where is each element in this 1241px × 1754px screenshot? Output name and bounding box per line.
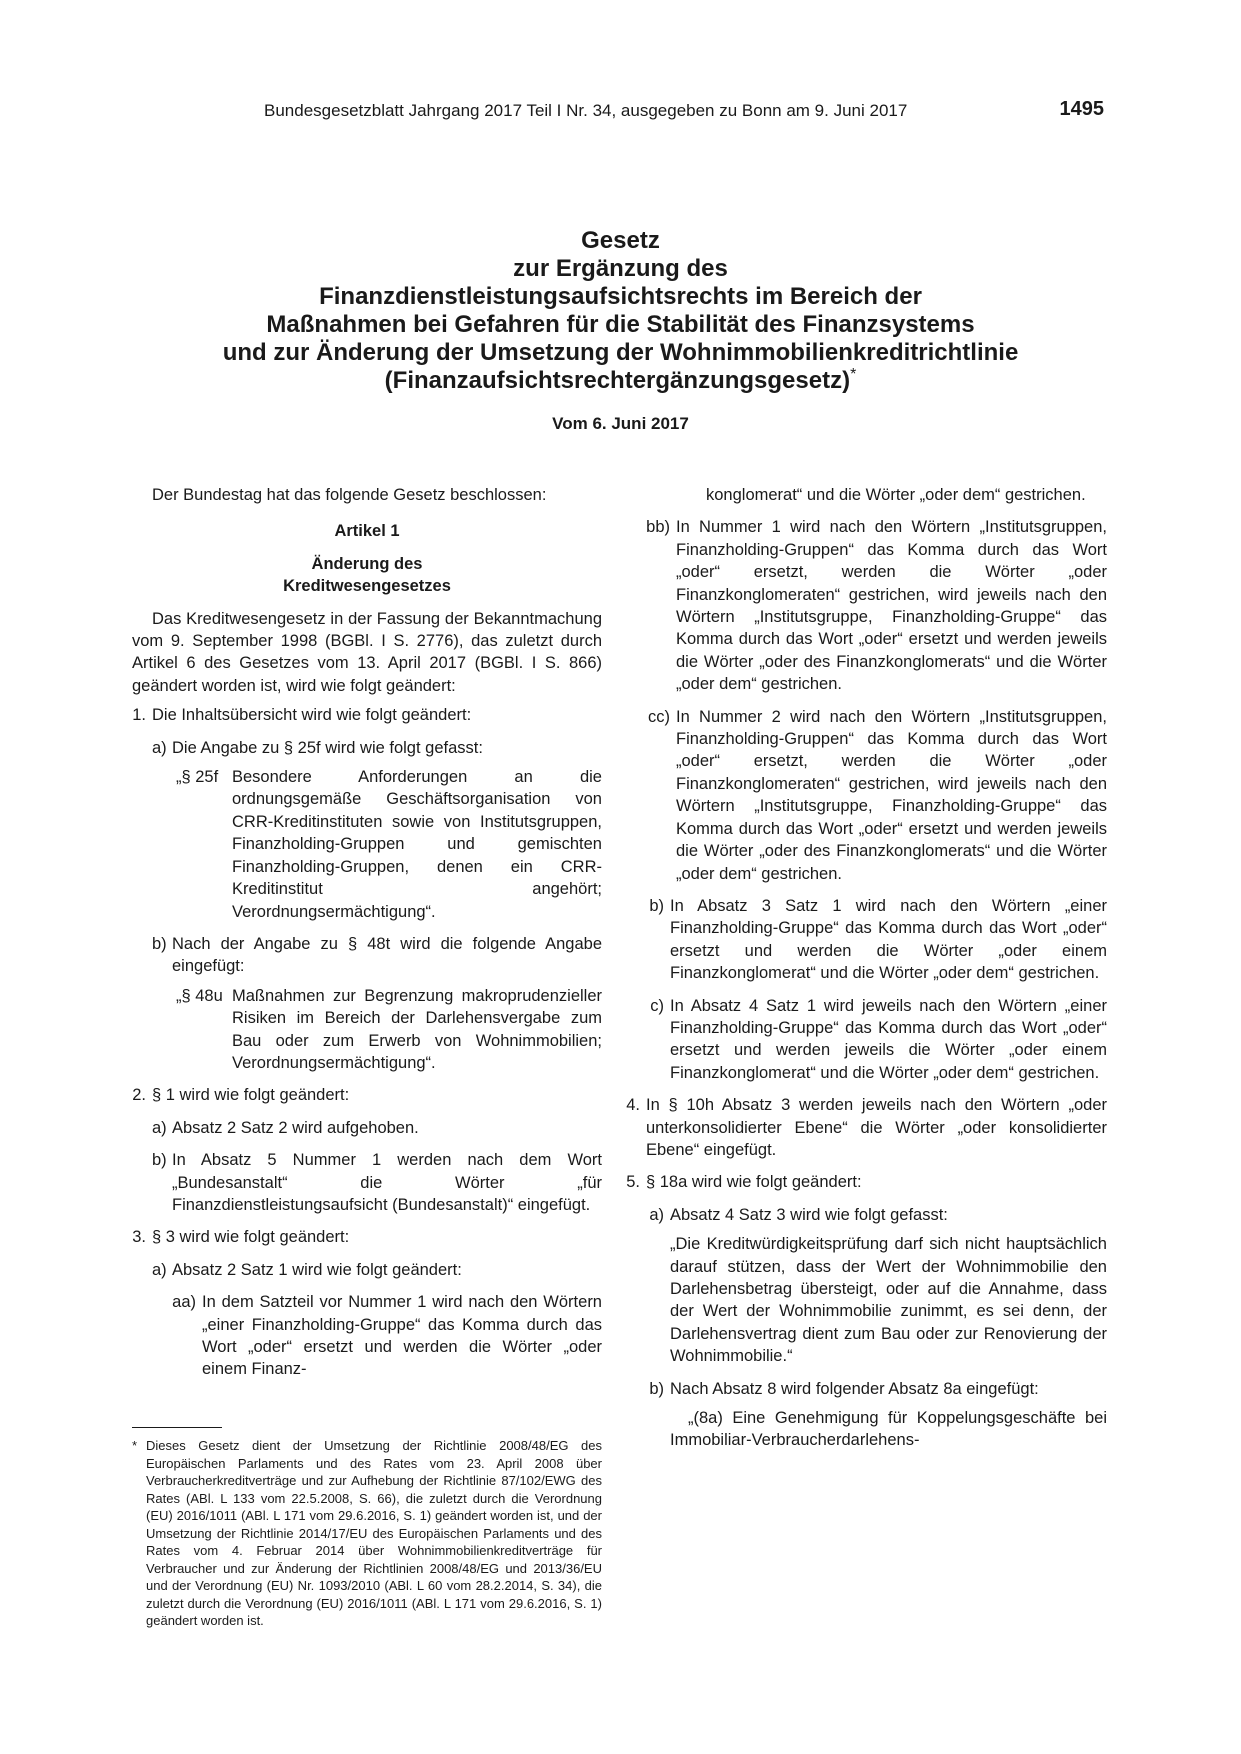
list-item <box>132 1084 602 1106</box>
title-line: zur Ergänzung des <box>513 255 728 282</box>
item-number: b) <box>649 896 664 915</box>
item-number: b) <box>152 1151 167 1170</box>
footnote-mark: * <box>132 1438 138 1453</box>
header-text: Bundesgesetzblatt Jahrgang 2017 Teil I Nr. 34, ausgegeben zu Bonn am 9. Juni 2017 <box>264 101 908 120</box>
item-number: 5. <box>626 1173 640 1192</box>
intro-sentence: Der Bundestag hat das folgende Gesetz beschlossen: <box>152 486 547 504</box>
item-number: a) <box>649 1205 664 1224</box>
title-line: Maßnahmen bei Gefahren für die Stabilität des Finanzsystems <box>266 311 975 338</box>
item-text: In Nummer 2 wird nach den Wörtern „Institutsgruppen, Finanzholding-Gruppen“ das Komma durch das Wort „oder“ ersetzt, werden die Wörter „oder Finanzkonglomeraten“ gestrichen, wird jeweils nach den Wörtern „Institutsgruppe, Finanzholding-Gruppe“ das Komma durch das Wort „oder“ ersetzt und werden jeweils die Wörter „oder des Finanzkonglomerats“ und die Wörter „oder dem“ gestrichen. <box>676 707 1107 883</box>
list-item <box>132 737 602 759</box>
title-line: Gesetz <box>581 227 660 254</box>
page-header <box>264 100 1104 124</box>
item-text: Absatz 4 Satz 3 wird wie folgt gefasst: <box>670 1205 948 1224</box>
quote-block <box>642 1407 1107 1452</box>
footnote-divider <box>132 1427 222 1428</box>
item-number: 1. <box>132 706 146 725</box>
list-item <box>132 1149 602 1216</box>
list-item <box>622 1171 1107 1193</box>
item-text: In Absatz 4 Satz 1 wird jeweils nach den Wörtern „einer Finanzholding-Gruppe“ das Komma durch das Wort „oder“ ersetzt und werden jeweils die Wörter „oder einem Finanzkonglomerat“ und die Wörter „oder dem“ gestrichen. <box>670 996 1107 1082</box>
footnote <box>132 1437 602 1630</box>
quote-text: „Die Kreditwürdigkeitsprüfung darf sich nicht hauptsächlich darauf stützen, dass der Wert der Wohnimmobilie den Darlehensbetrag übersteigt, oder auf die Annahme, dass der Wert der Wohnimmobilie zunimmt, es sei denn, der Darlehensvertrag dient zum Bau oder zur Renovierung der Wohnimmobilie.“ <box>670 1235 1107 1366</box>
title-line: (Finanzaufsichtsrechtergänzungsgesetz) <box>384 367 851 394</box>
item-number: b) <box>649 1379 664 1398</box>
list-item <box>642 1204 1107 1226</box>
right-column <box>626 484 1107 1452</box>
list-item <box>132 704 602 726</box>
list-item <box>132 1117 602 1139</box>
item-text: In dem Satzteil vor Nummer 1 wird nach den Wörtern „einer Finanzholding-Gruppe“ das Komma durch das Wort „oder“ ersetzt und werden die Wörter „oder einem Finanz- <box>202 1293 602 1379</box>
item-number: c) <box>650 996 664 1015</box>
list-item <box>132 933 602 978</box>
item-text: § 3 wird wie folgt geändert: <box>152 1228 350 1247</box>
footnote-mark: * <box>850 366 857 383</box>
item-number: b) <box>152 934 167 953</box>
footnote-text: Dieses Gesetz dient der Umsetzung der Richtlinie 2008/48/EG des Europäischen Parlaments und des Rates vom 23. April 2008 über Verbraucherkreditverträge und zur Aufhebung der Richtlinie 87/102/EWG des Rates (ABl. L 133 vom 22.5.2008, S. 66), die zuletzt durch die Verordnung (EU) 2016/1011 (ABl. L 171 vom 29.6.2016, S. 1) geändert worden ist, und der Umsetzung der Richtlinie 2014/17/EU des Europäischen Parlaments und des Rates vom 4. Februar 2014 über Wohnimmobilienkreditverträge für Verbraucher und zur Änderung der Richtlinien 2008/48/EG und 2013/36/EU und der Verordnung (EU) Nr. 1093/2010 (ABl. L 60 vom 28.2.2014, S. 34), die zuletzt durch die Verordnung (EU) 2016/1011 (ABl. L 171 vom 29.6.2016, S. 1) geändert worden ist. <box>146 1438 602 1628</box>
item-number: a) <box>152 1260 167 1279</box>
quote-text: „(8a) Eine Genehmigung für Koppelungsgeschäfte bei Immobiliar-Verbraucherdarlehens- <box>670 1409 1107 1450</box>
item-number: aa) <box>172 1293 196 1312</box>
item-text: § 1 wird wie folgt geändert: <box>152 1086 350 1105</box>
item-number: bb) <box>646 518 670 537</box>
item-text: In Absatz 5 Nummer 1 werden nach dem Wort „Bundesanstalt“ die Wörter „für Finanzdienstleistungsaufsicht (Bundesanstalt)“ eingefügt. <box>172 1151 602 1214</box>
quote-text: Besondere Anforderungen an die ordnungsgemäße Geschäftsorganisation von CRR-Kreditinstituten sowie von Institutsgruppen, Finanzholding-Gruppen und gemischten Finanzholding-Gruppen, denen ein CRR-Kreditinstitut angehört; Verordnungsermächtigung“. <box>232 768 602 921</box>
list-item <box>642 895 1107 985</box>
item-text: Die Inhaltsübersicht wird wie folgt geändert: <box>152 706 472 725</box>
item-text: In Nummer 1 wird nach den Wörtern „Institutsgruppen, Finanzholding-Gruppen“ das Komma durch das Wort „oder“ ersetzt, werden die Wörter „oder Finanzkonglomeraten“ gestrichen, wird jeweils nach den Wörtern „Institutsgruppe, Finanzholding-Gruppe“ das Komma durch das Wort „oder“ ersetzt und werden jeweils die Wörter „oder des Finanzkonglomerats“ und die Wörter „oder dem“ gestrichen. <box>676 518 1107 694</box>
title-line: Finanzdienstleistungsaufsichtsrechts im Bereich der <box>319 283 922 310</box>
item-number: 2. <box>132 1086 146 1105</box>
article-preamble: Das Kreditwesengesetz in der Fassung der Bekanntmachung vom 9. September 1998 (BGBl. I S. 2776), das zuletzt durch Artikel 6 des Gesetzes vom 13. April 2017 (BGBl. I S. 866) geändert worden ist, wird wie folgt geändert: <box>132 609 602 695</box>
item-text: konglomerat“ und die Wörter „oder dem“ gestrichen. <box>706 486 1086 504</box>
item-text: In § 10h Absatz 3 werden jeweils nach den Wörtern „oder unterkonsolidierter Ebene“ die Wörter „oder konsolidierter Ebene“ eingefügt. <box>646 1096 1107 1159</box>
item-number: cc) <box>648 707 670 726</box>
item-text: Absatz 2 Satz 2 wird aufgehoben. <box>172 1118 419 1137</box>
item-text: Nach Absatz 8 wird folgender Absatz 8a eingefügt: <box>670 1379 1039 1398</box>
item-text: Die Angabe zu § 25f wird wie folgt gefasst: <box>172 738 483 757</box>
quote-text: Maßnahmen zur Begrenzung makroprudenzieller Risiken im Bereich der Darlehensvergabe zum Bau oder zum Erwerb von Wohnimmobilien; Verordnungsermächtigung“. <box>232 986 602 1072</box>
title-line-with-mark <box>130 367 1111 395</box>
item-number: a) <box>152 1118 167 1137</box>
list-item <box>132 1226 602 1248</box>
item-text: § 18a wird wie folgt geändert: <box>646 1173 862 1192</box>
list-item <box>642 706 1107 885</box>
law-date: Vom 6. Juni 2017 <box>552 414 689 433</box>
quote-block <box>642 1233 1107 1367</box>
page-number: 1495 <box>1059 98 1104 120</box>
list-item <box>642 995 1107 1085</box>
article-title: Änderung des <box>311 554 423 573</box>
list-item <box>642 1378 1107 1400</box>
item-number: a) <box>152 738 167 757</box>
list-item-continued <box>642 484 1107 506</box>
list-item <box>132 1259 602 1281</box>
item-number: 3. <box>132 1228 146 1247</box>
item-number: 4. <box>626 1096 640 1115</box>
left-column <box>132 484 602 1381</box>
law-title <box>130 227 1111 395</box>
quote-label: „§ 25f <box>176 768 219 787</box>
list-item <box>132 1291 602 1381</box>
list-item <box>642 516 1107 695</box>
item-text: Absatz 2 Satz 1 wird wie folgt geändert: <box>172 1260 462 1279</box>
title-line: und zur Änderung der Umsetzung der Wohnimmobilienkreditrichtlinie <box>222 339 1019 366</box>
item-text: Nach der Angabe zu § 48t wird die folgende Angabe eingefügt: <box>172 934 602 976</box>
quote-block <box>132 985 602 1075</box>
item-text: In Absatz 3 Satz 1 wird nach den Wörtern „einer Finanzholding-Gruppe“ das Komma durch das Wort „oder“ ersetzt und werden die Wörter „oder einem Finanzkonglomerat“ und die Wörter „oder dem“ gestrichen. <box>670 896 1107 983</box>
article-heading: Artikel 1 <box>334 522 400 541</box>
article-title: Kreditwesengesetzes <box>283 577 451 596</box>
quote-block <box>132 766 602 923</box>
quote-label: „§ 48u <box>176 986 223 1005</box>
list-item <box>622 1094 1107 1161</box>
